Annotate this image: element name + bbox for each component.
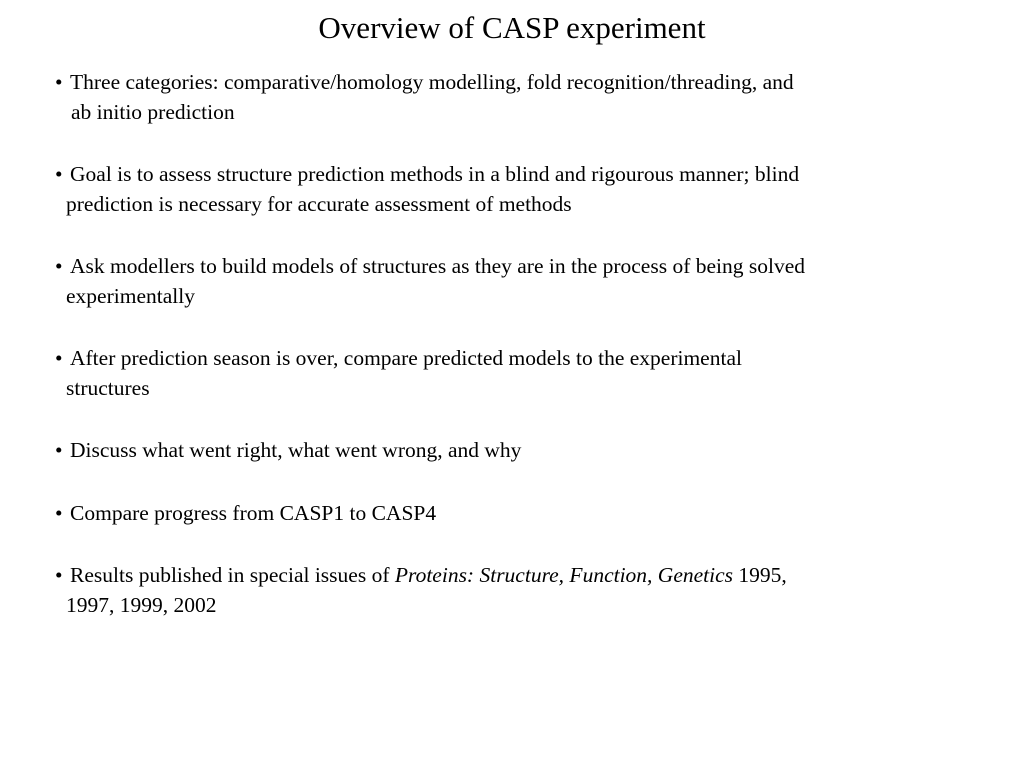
bullet-dot: •: [55, 346, 63, 370]
bullet-list: [55, 68, 975, 653]
bullet-item-discuss: [55, 436, 975, 466]
bullet-dot: •: [55, 563, 63, 587]
bullet-text-line1: After prediction season is over, compare predicted models to the experimental: [70, 346, 742, 370]
bullet-text-line1: Goal is to assess structure prediction methods in a blind and rigourous manner; blind: [70, 162, 800, 186]
journal-title: Proteins: Structure, Function, Genetics: [394, 563, 734, 587]
bullet-dot: •: [55, 70, 63, 94]
bullet-text-prefix: Results published in special issues of: [70, 563, 395, 587]
bullet-text-line1: Discuss what went right, what went wrong, and why: [70, 438, 522, 462]
bullet-dot: •: [55, 254, 63, 278]
bullet-text-line2: structures: [66, 375, 150, 400]
bullet-text-line1: Ask modellers to build models of structures as they are in the process of being solved: [70, 254, 806, 278]
bullet-text-line1: Three categories: comparative/homology modelling, fold recognition/threading, and: [70, 70, 794, 94]
bullet-text-line1: [66, 563, 787, 587]
bullet-dot: •: [55, 500, 63, 525]
bullet-item-after-prediction: [55, 344, 975, 403]
bullet-text-line2: ab initio prediction: [71, 99, 235, 124]
bullet-item-categories: [55, 68, 975, 127]
bullet-dot: •: [55, 438, 63, 462]
bullet-item-ask-modellers: [55, 252, 975, 311]
bullet-item-compare-progress: [55, 499, 975, 529]
bullet-text-suffix: 1995,: [733, 563, 787, 587]
bullet-item-results-published: [55, 561, 975, 620]
bullet-text-line2: prediction is necessary for accurate assessment of methods: [66, 191, 572, 216]
bullet-text-line2: experimentally: [66, 283, 195, 308]
bullet-dot: •: [55, 162, 63, 186]
slide-title: Overview of CASP experiment: [318, 10, 706, 45]
bullet-text-line2: 1997, 1999, 2002: [66, 592, 217, 617]
bullet-item-goal: [55, 160, 975, 219]
bullet-text-line1: Compare progress from CASP1 to CASP4: [70, 500, 437, 525]
